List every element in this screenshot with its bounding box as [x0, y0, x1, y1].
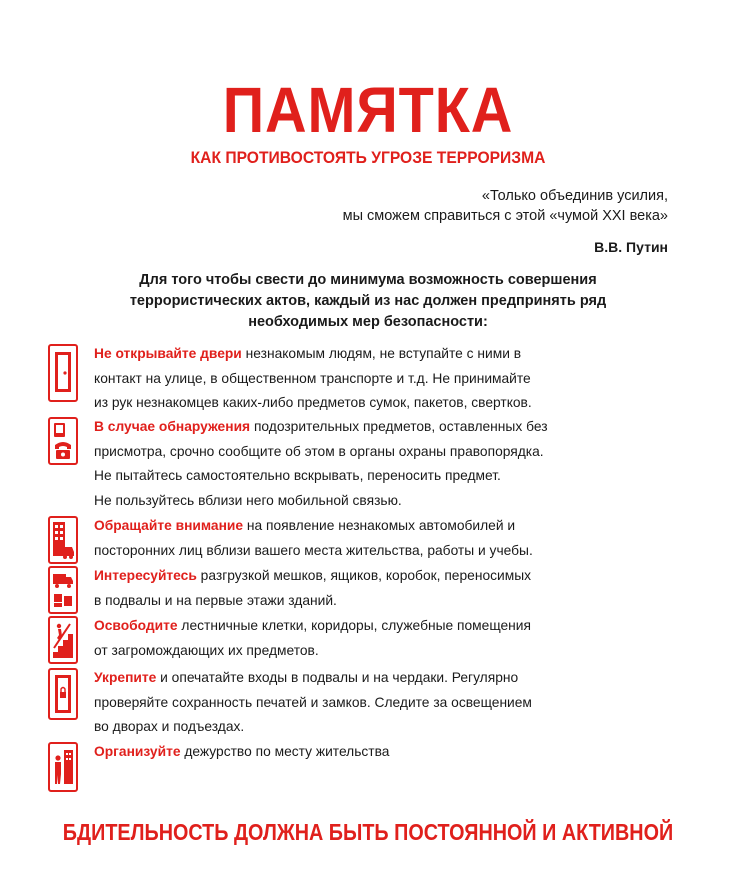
- page-title: ПАМЯТКА: [222, 74, 514, 146]
- quote-line-2: мы сможем справиться с этой «чумой XXI века»: [342, 208, 668, 224]
- item-line: Не пытайтесь самостоятельно вскрывать, переносить предмет.: [94, 468, 501, 483]
- item-line: лестничные клетки, коридоры, служебные помещения: [177, 618, 531, 633]
- item-text: [94, 614, 674, 663]
- item-text: [94, 415, 674, 513]
- item-text: [94, 342, 674, 416]
- truck-boxes-icon: [48, 566, 78, 614]
- item-line: посторонних лиц вблизи вашего места жительства, работы и учебы.: [94, 542, 533, 558]
- page-subtitle: КАК ПРОТИВОСТОЯТЬ УГРОЗЕ ТЕРРОРИЗМА: [190, 148, 546, 167]
- item-line: и опечатайте входы в подвалы и на чердаки. Регулярно: [156, 670, 519, 685]
- item-line: разгрузкой мешков, ящиков, коробок, переносимых: [196, 568, 532, 583]
- item-line: незнакомым людям, не вступайте с ними в: [241, 346, 522, 361]
- item-line: от загромождающих их предметов.: [94, 642, 319, 658]
- item-line: на появление незнакомых автомобилей и: [243, 518, 516, 533]
- item-text: [94, 740, 674, 765]
- item-line: во дворах и подъездах.: [94, 719, 245, 734]
- item-line: Не пользуйтесь вблизи него мобильной связью.: [94, 492, 402, 508]
- item-text: [94, 514, 674, 563]
- item-lead: В случае обнаружения: [94, 419, 251, 434]
- footer-slogan: БДИТЕЛЬНОСТЬ ДОЛЖНА БЫТЬ ПОСТОЯННОЙ И АКТИВНОЙ: [62, 819, 674, 845]
- quote: [208, 186, 668, 226]
- item-lead: Обращайте внимание: [94, 518, 244, 533]
- item-line: подозрительных предметов, оставленных без: [250, 419, 548, 434]
- building-car-icon: [48, 516, 78, 564]
- item-lead: Организуйте: [94, 744, 181, 759]
- item-line: дежурство по месту жительства: [180, 744, 390, 759]
- item-line: в подвалы и на первые этажи зданий.: [94, 592, 337, 608]
- item-text: [94, 666, 674, 740]
- item-line: контакт на улице, в общественном транспорте и т.д. Не принимайте: [94, 370, 531, 386]
- intro-line-2: террористических актов, каждый из нас должен предпринять ряд: [129, 293, 607, 309]
- item-lead: Не открывайте двери: [94, 346, 242, 361]
- item-lead: Освободите: [94, 618, 178, 633]
- quote-line-1: «Только объединив усилия,: [481, 188, 668, 204]
- stairs-icon: [48, 616, 78, 664]
- phone-icon: [48, 417, 78, 465]
- item-lead: Укрепите: [94, 670, 157, 685]
- door-icon: [48, 344, 78, 402]
- lock-door-icon: [48, 668, 78, 720]
- item-text: [94, 564, 674, 613]
- item-line: из рук незнакомцев каких-либо предметов сумок, пакетов, свертков.: [94, 395, 532, 410]
- quote-author: В.В. Путин: [594, 239, 668, 255]
- intro-text: [70, 270, 666, 333]
- intro-line-3: необходимых мер безопасности:: [248, 314, 488, 330]
- guard-icon: [48, 742, 78, 792]
- item-line: присмотра, срочно сообщите об этом в органы охраны правопорядка.: [94, 443, 544, 459]
- item-line: проверяйте сохранность печатей и замков. Следите за освещением: [94, 694, 532, 710]
- item-lead: Интересуйтесь: [94, 568, 197, 583]
- intro-line-1: Для того чтобы свести до минимума возможность совершения: [139, 272, 597, 288]
